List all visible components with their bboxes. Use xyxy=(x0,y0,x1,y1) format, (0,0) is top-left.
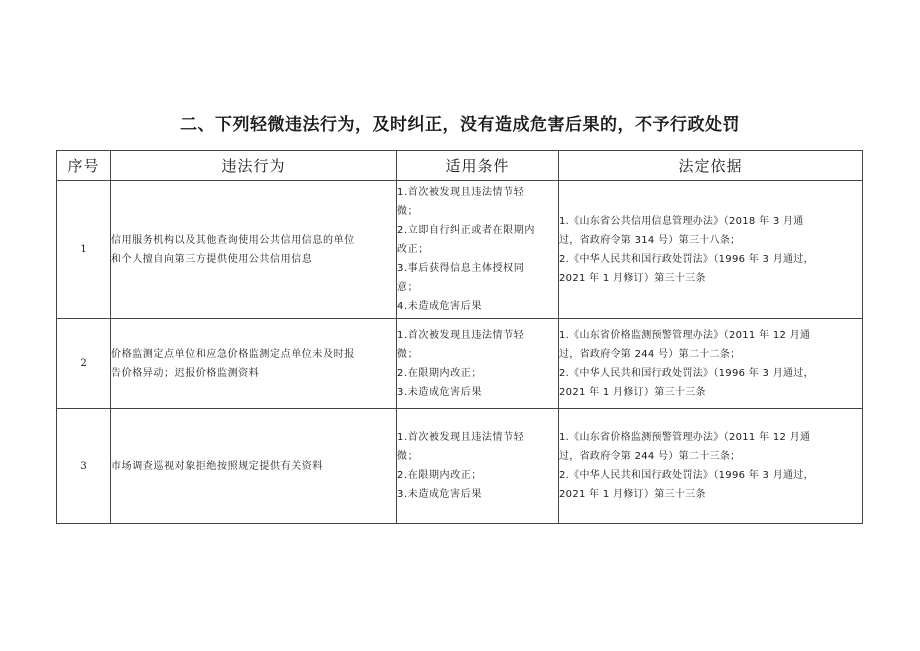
condition-line: 2.在限期内改正； xyxy=(397,470,482,481)
violation-line: 价格监测定点单位和应急价格监测定点单位未及时报 xyxy=(111,348,355,360)
row-violation xyxy=(111,409,397,524)
penalty-exemption-table xyxy=(56,150,863,524)
row-seq: 1 xyxy=(57,181,111,319)
row-violation xyxy=(111,319,397,409)
condition-line: 微； xyxy=(397,348,419,360)
basis-line: 过，省政府令第 244 号）第二十二条； xyxy=(559,348,741,360)
basis-line: 2.《中华人民共和国行政处罚法》（1996 年 3 月通过， xyxy=(559,367,814,379)
condition-line: 意； xyxy=(397,282,419,293)
basis-line: 1.《山东省价格监测预警管理办法》（2011 年 12 月通 xyxy=(559,432,811,443)
row-conditions xyxy=(397,181,559,319)
basis-line: 1.《山东省价格监测预警管理办法》（2011 年 12 月通 xyxy=(559,329,811,341)
condition-line: 3.事后获得信息主体授权同 xyxy=(397,263,525,274)
basis-line: 过，省政府令第 314 号）第三十八条； xyxy=(559,234,741,246)
violation-line: 市场调查巡视对象拒绝按照规定提供有关资料 xyxy=(111,460,323,472)
basis-line: 2021 年 1 月修订）第三十三条 xyxy=(559,272,706,284)
table-row xyxy=(57,181,863,319)
condition-line: 改正； xyxy=(397,244,429,255)
row-violation xyxy=(111,181,397,319)
basis-line: 2021 年 1 月修订）第三十三条 xyxy=(559,489,706,500)
row-conditions xyxy=(397,409,559,524)
row-legal-basis xyxy=(559,319,863,409)
table-header-row xyxy=(57,151,863,181)
condition-line: 1.首次被发现且违法情节轻 xyxy=(397,187,525,198)
condition-line: 3.未造成危害后果 xyxy=(397,386,482,398)
header-seq: 序号 xyxy=(57,151,111,181)
page-title: 二、下列轻微违法行为，及时纠正，没有造成危害后果的，不予行政处罚 xyxy=(180,115,740,135)
basis-line: 1.《山东省公共信用信息管理办法》（2018 年 3 月通 xyxy=(559,215,804,227)
condition-line: 2.在限期内改正； xyxy=(397,367,482,379)
condition-line: 1.首次被发现且违法情节轻 xyxy=(397,329,525,341)
row-legal-basis xyxy=(559,181,863,319)
row-conditions xyxy=(397,319,559,409)
violation-line: 和个人擅自向第三方提供使用公共信用信息 xyxy=(111,253,313,265)
violation-line: 信用服务机构以及其他查询使用公共信用信息的单位 xyxy=(111,234,355,246)
header-conditions: 适用条件 xyxy=(397,151,559,181)
violation-line: 告价格异动；迟报价格监测资料 xyxy=(111,367,260,379)
condition-line: 4.未造成危害后果 xyxy=(397,301,482,312)
condition-line: 2.立即自行纠正或者在限期内 xyxy=(397,225,535,236)
table-row xyxy=(57,409,863,524)
row-seq: 3 xyxy=(57,409,111,524)
basis-line: 2.《中华人民共和国行政处罚法》（1996 年 3 月通过， xyxy=(559,253,814,265)
header-legal-basis: 法定依据 xyxy=(559,151,863,181)
table-row xyxy=(57,319,863,409)
row-seq: 2 xyxy=(57,319,111,409)
condition-line: 微； xyxy=(397,451,419,462)
condition-line: 1.首次被发现且违法情节轻 xyxy=(397,432,525,443)
basis-line: 过，省政府令第 244 号）第二十三条； xyxy=(559,451,741,462)
header-violation: 违法行为 xyxy=(111,151,397,181)
condition-line: 微； xyxy=(397,206,419,217)
row-legal-basis xyxy=(559,409,863,524)
condition-line: 3.未造成危害后果 xyxy=(397,489,482,500)
basis-line: 2.《中华人民共和国行政处罚法》（1996 年 3 月通过， xyxy=(559,470,814,481)
basis-line: 2021 年 1 月修订）第三十三条 xyxy=(559,386,706,398)
